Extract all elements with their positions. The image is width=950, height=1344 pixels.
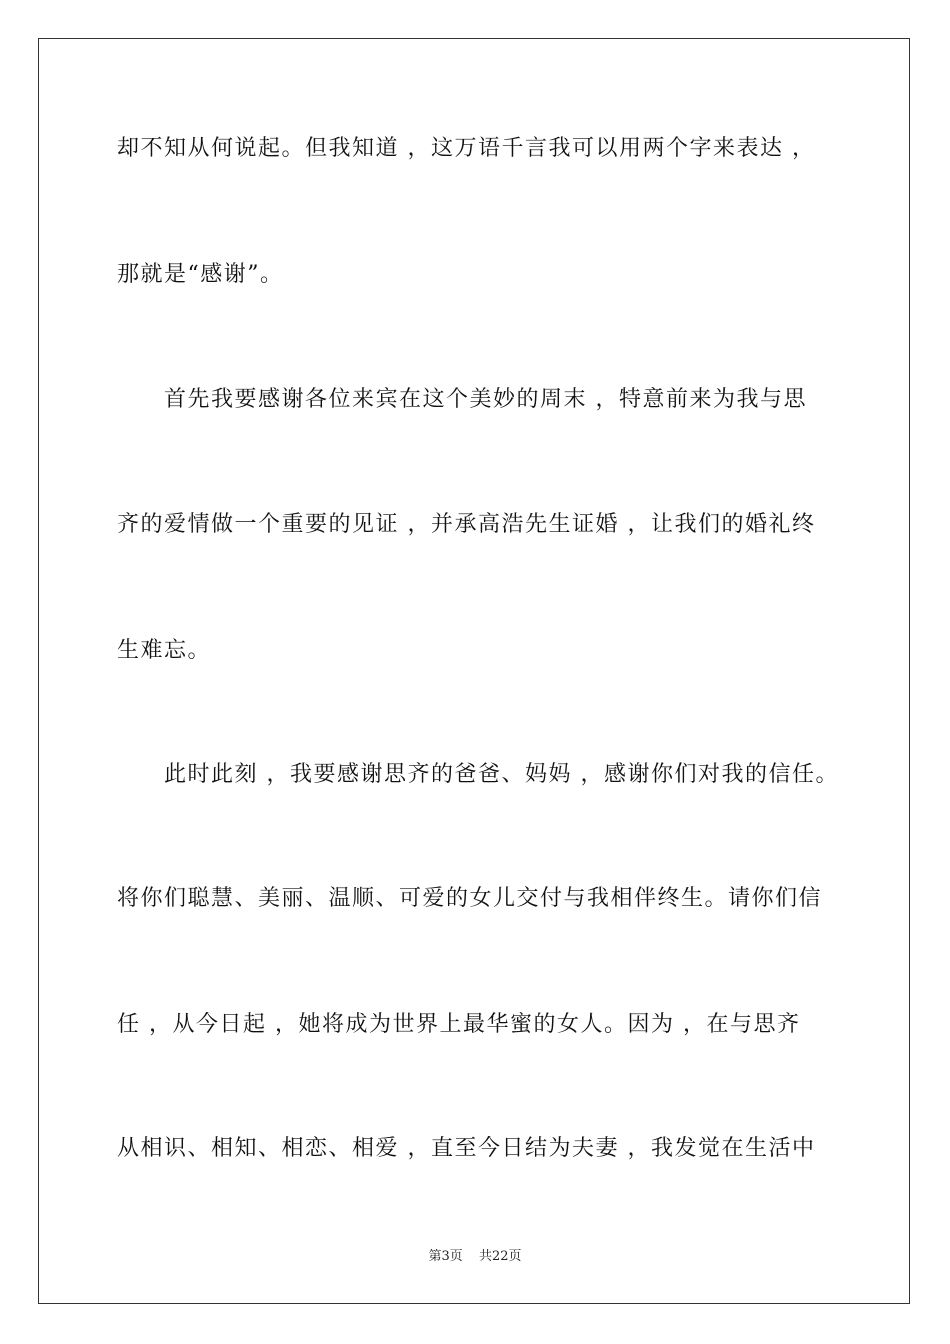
text-line-9: 从相识、相知、相恋、相爱 ，直至今日结为夫妻 ，我发觉在生活中: [117, 1136, 816, 1161]
page-footer: [0, 1245, 950, 1264]
page-number: 第3页: [428, 1249, 463, 1264]
text-line-8: 任 ，从今日起 ，她将成为世界上最华蜜的女人。因为 ，在与思齐: [117, 1012, 801, 1037]
text-line-3: 首先我要感谢各位来宾在这个美妙的周末 ，特意前来为我与思: [117, 387, 807, 412]
page-border: [38, 38, 910, 1304]
page-total: 共22页: [478, 1249, 522, 1264]
text-line-7: 将你们聪慧、美丽、温顺、可爱的女儿交付与我相伴终生。请你们信: [117, 886, 823, 911]
text-line-1: 却不知从何说起。但我知道 ，这万语千言我可以用两个字来表达 ，: [117, 136, 816, 161]
text-line-6: 此时此刻 ，我要感谢思齐的爸爸、妈妈 ，感谢你们对我的信任。: [117, 762, 839, 787]
text-line-4: 齐的爱情做一个重要的见证 ，并承高浩先生证婚 ，让我们的婚礼终: [117, 512, 816, 537]
text-line-5: 生难忘。: [117, 638, 212, 663]
text-line-2: 那就是“感谢”。: [117, 262, 284, 287]
